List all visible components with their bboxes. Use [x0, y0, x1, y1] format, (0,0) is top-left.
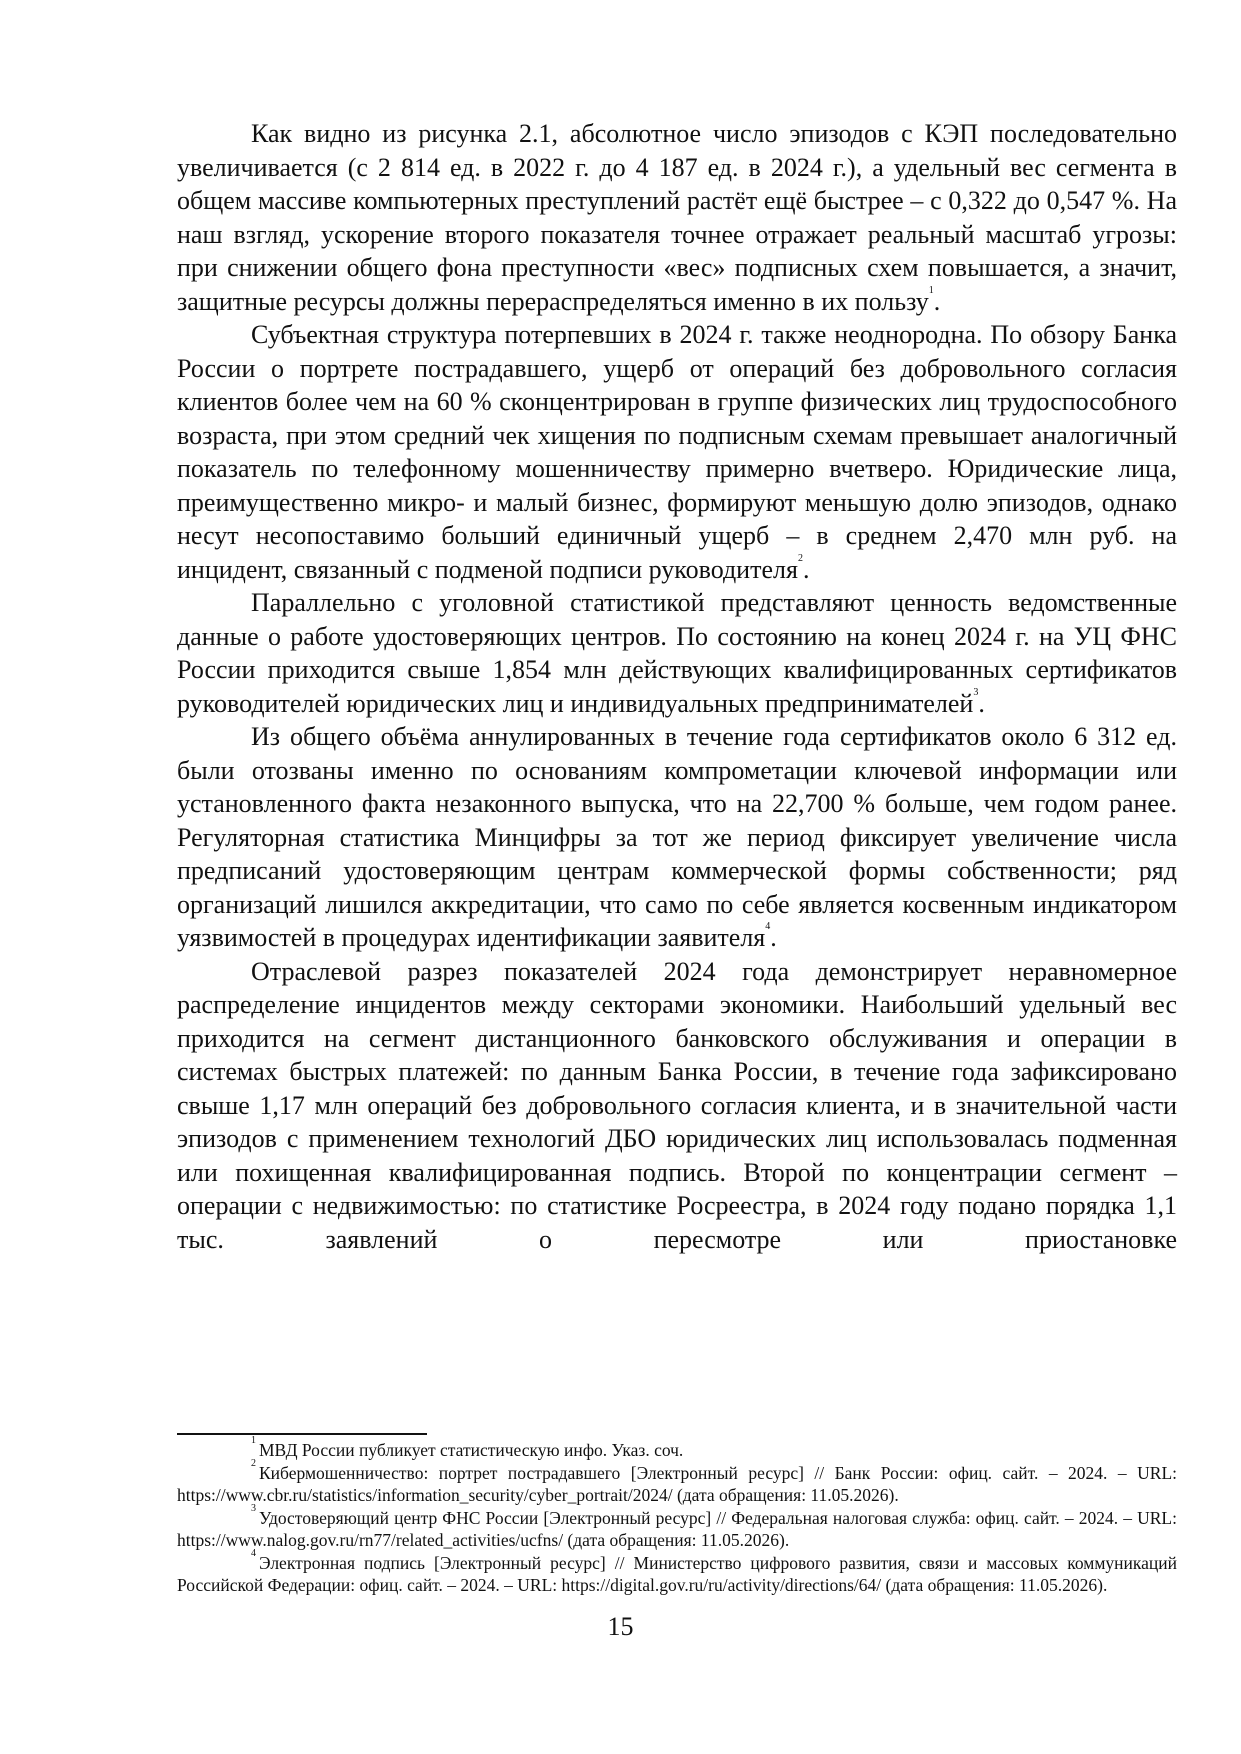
paragraph-tail: .: [802, 554, 810, 584]
footnote-text: МВД России публикует статистическую инфо. Указ. соч.: [259, 1440, 684, 1460]
paragraph-text: Из общего объёма аннулированных в течение года сертификатов около 6 312 ед. были отозваны именно по основаниям компрометации ключевой информации или установленного факта незаконного выпуска, что на 22,700 % больше, чем годом ранее. Регуляторная статистика Минцифры за тот же период фиксирует увеличение числа предписаний удостоверяющим центрам коммерческой формы собственности; ряд организаций лишился аккредитации, что само по себе является косвенным индикатором уязвимостей в процедурах идентификации заявителя: [177, 722, 1177, 952]
paragraph-text: Субъектная структура потерпевших в 2024 г. также неоднородна. По обзору Банка России о портрете пострадавшего, ущерб от операций без добровольного согласия клиентов более чем на 60 % сконцентрирован в группе физических лиц трудоспособного возраста, при этом средний чек хищения по подписным схемам превышает аналогичный показатель по телефонному мошенничеству примерно вчетверо. Юридические лица, преимущественно микро- и малый бизнес, формируют меньшую долю эпизодов, однако несут несопоставимо больший единичный ущерб – в среднем 2,470 млн руб. на инцидент, связанный с подменой подписи руководителя: [177, 320, 1177, 584]
paragraph-5: [177, 955, 1177, 1257]
footnotes: [177, 1435, 1177, 1597]
footnote-number: 2: [251, 1457, 256, 1469]
footnote-2: [177, 1457, 1177, 1507]
body-text: [177, 117, 1177, 1256]
footnote-text: Удостоверяющий центр ФНС России [Электронный ресурс] // Федеральная налоговая служба: офиц. сайт. – 2024. – URL: https://www.nalog.gov.ru/rn77/related_activities/ucfns/ (дата обращения: 11.05.2026).: [177, 1507, 1177, 1550]
footnote-3: [177, 1502, 1177, 1552]
paragraph-tail: .: [978, 688, 985, 718]
footnote-text: Электронная подпись [Электронный ресурс] // Министерство цифрового развития, связи и массовых коммуникаций Российской Федерации: офиц. сайт. – 2024. – URL: https://digital.gov.ru/ru/activity/directions/64/ (дата обращения: 11.05.2026).: [177, 1552, 1177, 1595]
footnote-ref-4[interactable]: 4: [765, 921, 771, 932]
footnote-1: [177, 1435, 1177, 1462]
paragraph-1: [177, 117, 1177, 318]
paragraph-tail: .: [770, 923, 777, 952]
paragraph-text: Как видно из рисунка 2.1, абсолютное число эпизодов с КЭП последовательно увеличивается (с 2 814 ед. в 2022 г. до 4 187 ед. в 2024 г.), а удельный вес сегмента в общем массиве компьютерных преступлений растёт ещё быстрее – с 0,322 до 0,547 %. На наш взгляд, ускорение второго показателя точнее отражает реальный масштаб угрозы: при снижении общего фона преступности «вес» подписных схем повышается, а значит, защитные ресурсы должны перераспределяться именно в их пользу: [177, 119, 1177, 316]
paragraph-4: [177, 720, 1177, 955]
footnote-number: 4: [251, 1547, 256, 1559]
footnote-number: 3: [251, 1502, 256, 1514]
paragraph-tail: .: [933, 286, 941, 316]
footnote-separator: [177, 1433, 427, 1435]
paragraph-text: Параллельно с уголовной статистикой представляют ценность ведомственные данные о работе удостоверяющих центров. По состоянию на конец 2024 г. на УЦ ФНС России приходится свыше 1,854 млн действующих квалифицированных сертификатов руководителей юридических лиц и индивидуальных предпринимателей: [177, 588, 1177, 718]
footnote-text: Кибермошенничество: портрет пострадавшего [Электронный ресурс] // Банк России: офиц. сайт. – 2024. – URL: https://www.cbr.ru/statistics/information_security/cyber_portrait/2024/ (дата обращения: 11.05.2026).: [177, 1462, 1177, 1505]
footnote-ref-2[interactable]: 2: [797, 552, 803, 564]
footnote-ref-1[interactable]: 1: [928, 284, 934, 296]
paragraph-text: Отраслевой разрез показателей 2024 года демонстрирует неравномерное распределение инцидентов между секторами экономики. Наибольший удельный вес приходится на сегмент дистанционного банковского обслуживания и операции в системах быстрых платежей: по данным Банка России, в течение года зафиксировано свыше 1,17 млн операций без добровольного согласия клиента, и в значительной части эпизодов с применением технологий ДБО юридических лиц использовалась подменная или похищенная квалифицированная подпись. Второй по концентрации сегмент – операции с недвижимостью: по статистике Росреестра, в 2024 году подано порядка 1,1 тыс. заявлений о пересмотре или приостановке: [177, 956, 1177, 1254]
paragraph-3: [177, 586, 1177, 720]
footnote-ref-3[interactable]: 3: [973, 686, 979, 698]
page-number: 15: [607, 1612, 634, 1641]
footnote-number: 1: [251, 1435, 256, 1446]
footnote-4: [177, 1547, 1177, 1597]
paragraph-2: [177, 318, 1177, 586]
